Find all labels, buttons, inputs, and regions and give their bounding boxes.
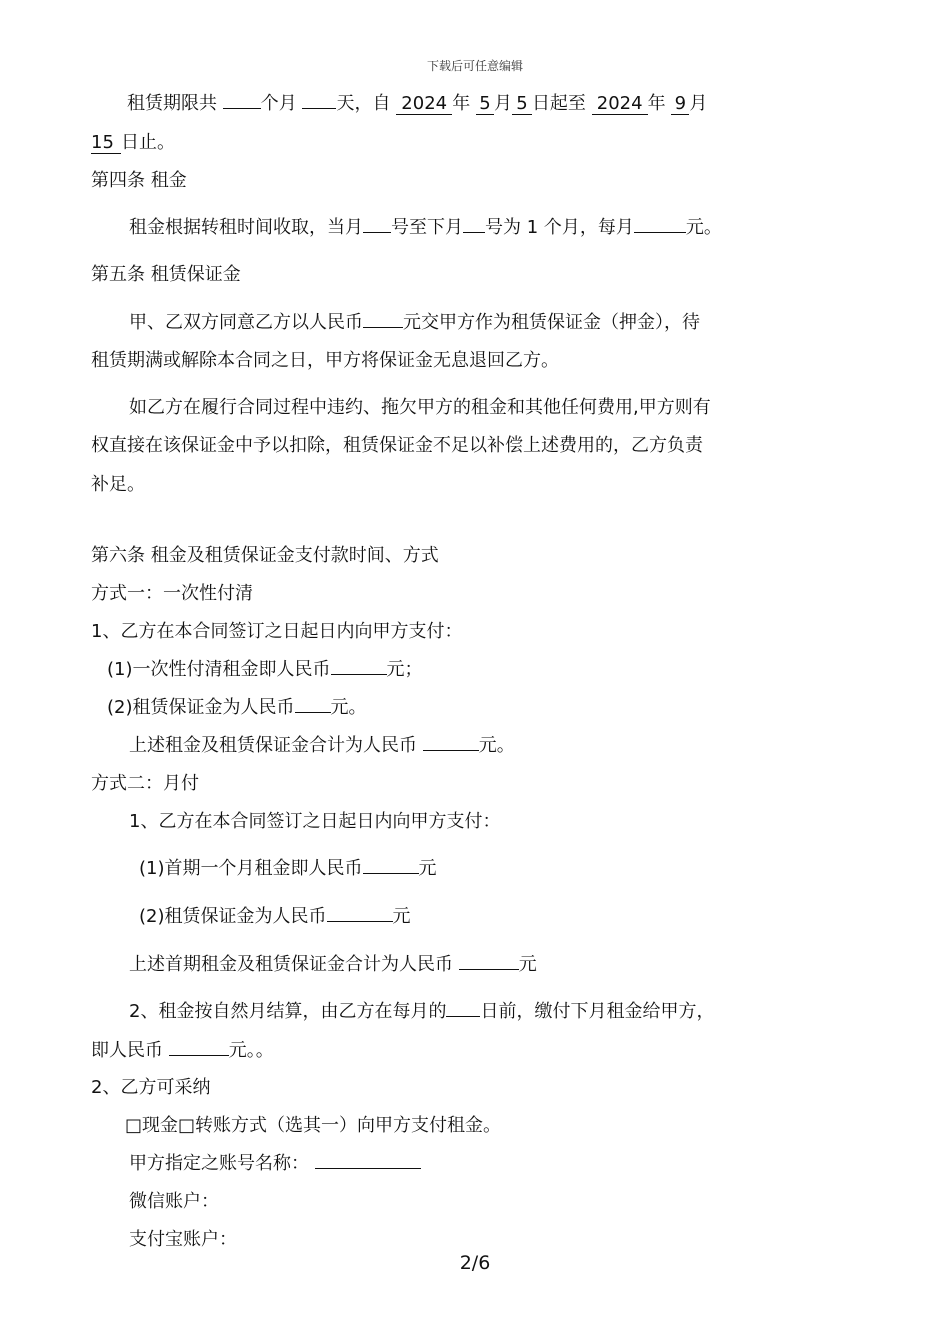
lease-period-line: 租赁期限共 个月 天，自 2024 年 5 月 5 日起至 2024 年 9 月: [127, 93, 708, 114]
method2-item1: 1、乙方在本合同签订之日起日内向甲方支付：: [129, 811, 501, 832]
article4-title: 第四条 租金: [91, 170, 187, 191]
blank-monthly-rent: [634, 232, 686, 233]
blank-months: [223, 108, 261, 109]
blank-full-rent: [331, 674, 387, 675]
account-name-line: 甲方指定之账号名称：: [129, 1152, 421, 1176]
article5-para1-line1: 甲、乙双方同意乙方以人民币 元交甲方作为租赁保证金（押金），待: [129, 312, 700, 333]
method2-title: 方式二：月付: [91, 773, 199, 794]
blank-m2-deposit: [327, 921, 393, 922]
article5-para2-line1: 如乙方在履行合同过程中违约、拖欠甲方的租金和其他任何费用,甲方则有: [129, 397, 711, 418]
wechat-account: 微信账户：: [129, 1191, 219, 1212]
end-month: 9: [671, 94, 689, 115]
blank-first-rent: [363, 873, 419, 874]
blank-rent-end: [463, 232, 485, 233]
article6-title: 第六条 租金及租赁保证金支付款时间、方式: [91, 545, 439, 566]
article4-rent-text: 租金根据转租时间收取，当月 号至下月 号为 1 个月，每月 元。: [129, 217, 722, 238]
blank-due-day: [446, 1016, 480, 1017]
blank-days: [302, 108, 336, 109]
payment-title: 2、乙方可采纳: [91, 1077, 211, 1098]
start-day: 5: [512, 94, 532, 115]
payment-options: □现金□转账方式（选其一）向甲方支付租金。: [125, 1115, 502, 1136]
blank-m2-total: [459, 969, 519, 970]
blank-m1-deposit: [295, 712, 331, 713]
start-year: 2024: [396, 94, 452, 115]
blank-rent-start: [363, 232, 391, 233]
page-number: 2/6: [459, 1252, 491, 1274]
end-year: 2024: [592, 94, 648, 115]
method1-sub1: (1)一次性付清租金即人民币 元；: [107, 659, 423, 680]
blank-monthly-amount: [169, 1055, 229, 1056]
article5-para1-line2: 租赁期满或解除本合同之日，甲方将保证金无息退回乙方。: [91, 350, 559, 371]
method2-item2-line1: 2、租金按自然月结算，由乙方在每月的 日前，缴付下月租金给甲方，: [129, 1001, 715, 1022]
blank-m1-total: [423, 750, 479, 751]
end-day: 15: [91, 133, 121, 154]
lease-period-line-2: 15 日止。: [91, 132, 175, 153]
start-month: 5: [476, 94, 494, 115]
method2-sub1: (1)首期一个月租金即人民币 元: [139, 858, 437, 879]
method1-sub2: (2)租赁保证金为人民币 元。: [107, 697, 367, 718]
method1-total: 上述租金及租赁保证金合计为人民币 元。: [129, 735, 515, 756]
blank-deposit: [363, 327, 403, 328]
article5-para2-line2: 权直接在该保证金中予以扣除，租赁保证金不足以补偿上述费用的，乙方负责: [91, 435, 703, 456]
blank-account-name: [315, 1168, 421, 1169]
article5-title: 第五条 租赁保证金: [91, 264, 241, 285]
method2-total: 上述首期租金及租赁保证金合计为人民币 元: [129, 954, 537, 975]
method1-title: 方式一：一次性付清: [91, 583, 253, 604]
page-header-note: 下载后可任意编辑: [426, 59, 523, 73]
method2-sub2: (2)租赁保证金为人民币 元: [139, 906, 411, 927]
method2-item2-line2: 即人民币 元。。: [91, 1040, 274, 1061]
method1-item1: 1、乙方在本合同签订之日起日内向甲方支付：: [91, 621, 463, 642]
alipay-account: 支付宝账户：: [129, 1229, 237, 1250]
article5-para2-line3: 补足。: [91, 474, 145, 495]
